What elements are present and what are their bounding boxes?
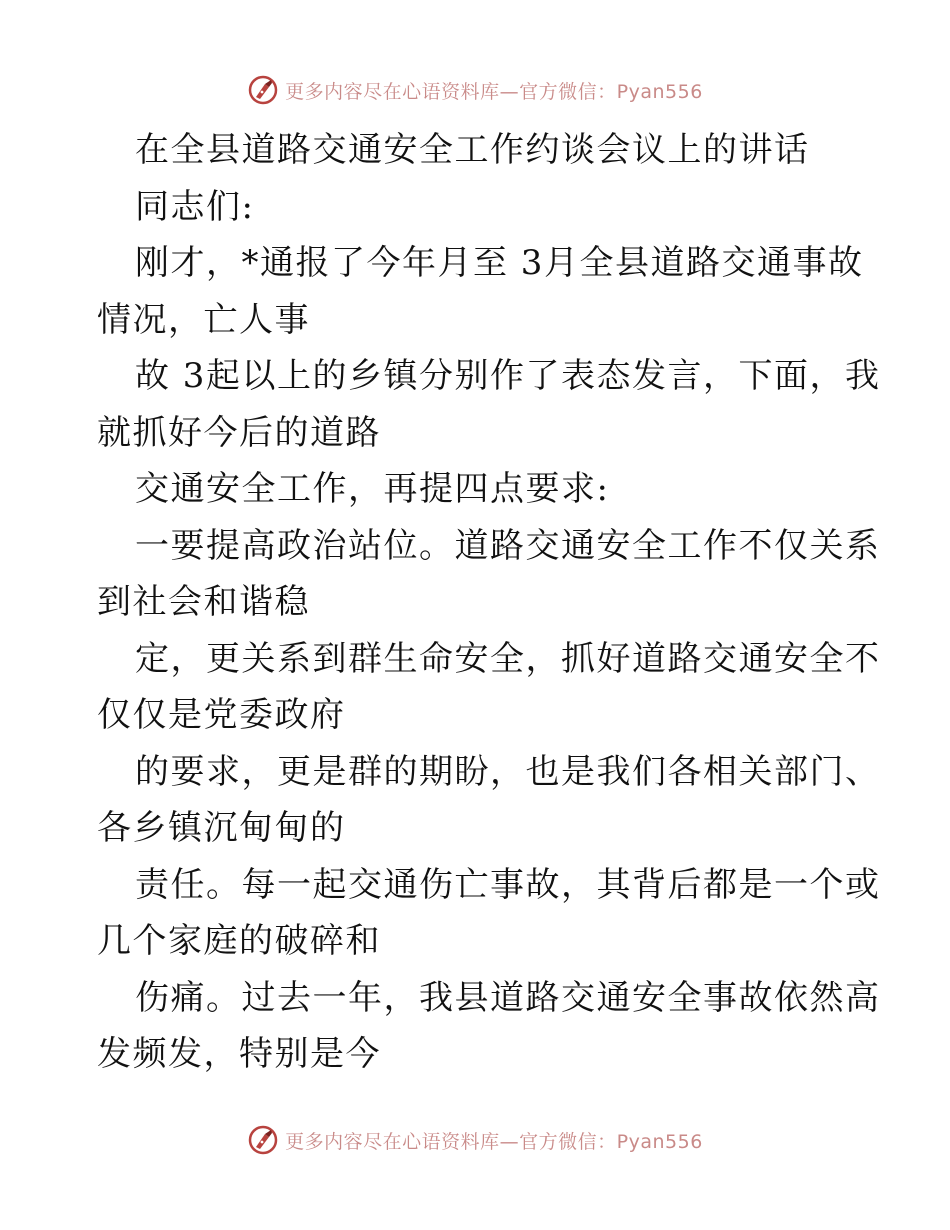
- text-line: 的要求，更是群的期盼，也是我们各相关部门、: [135, 751, 881, 792]
- text-line: 发频发，特别是今: [97, 1034, 381, 1074]
- text-line: 到社会和谐稳: [97, 582, 310, 622]
- pen-nib-circle-icon: [247, 1124, 279, 1156]
- text-line: 就抓好今后的道路: [97, 412, 381, 453]
- text-line: 仅仅是党委政府: [97, 695, 346, 735]
- text-line: 几个家庭的破碎和: [97, 921, 381, 961]
- text-line: 定，更关系到群生命安全，抓好道路交通安全不: [135, 638, 881, 679]
- text-line: 在全县道路交通安全工作约谈会议上的讲话: [135, 130, 810, 170]
- text-line: 情况，亡人事: [97, 299, 310, 340]
- header-watermark: [0, 70, 950, 110]
- text-line: 各乡镇沉甸甸的: [97, 808, 346, 848]
- text-line: 同志们:: [135, 186, 255, 227]
- pen-nib-circle-icon: [247, 74, 279, 106]
- watermark-text: 更多内容尽在心语资料库—官方微信：Pyan556: [285, 80, 703, 103]
- watermark-text: 更多内容尽在心语资料库—官方微信：Pyan556: [285, 1130, 703, 1153]
- document-body: [97, 122, 881, 1083]
- text-line: 伤痛。过去一年，我县道路交通安全事故依然高: [135, 977, 881, 1018]
- footer-watermark: [0, 1120, 950, 1160]
- text-line: 责任。每一起交通伤亡事故，其背后都是一个或: [135, 864, 881, 905]
- text-line: 交通安全工作，再提四点要求:: [135, 469, 610, 509]
- text-line: 一要提高政治站位。道路交通安全工作不仅关系: [135, 525, 881, 566]
- text-line: 刚才，*通报了今年月至 3月全县道路交通事故: [135, 243, 864, 283]
- text-line: 故 3起以上的乡镇分别作了表态发言，下面，我: [135, 356, 881, 396]
